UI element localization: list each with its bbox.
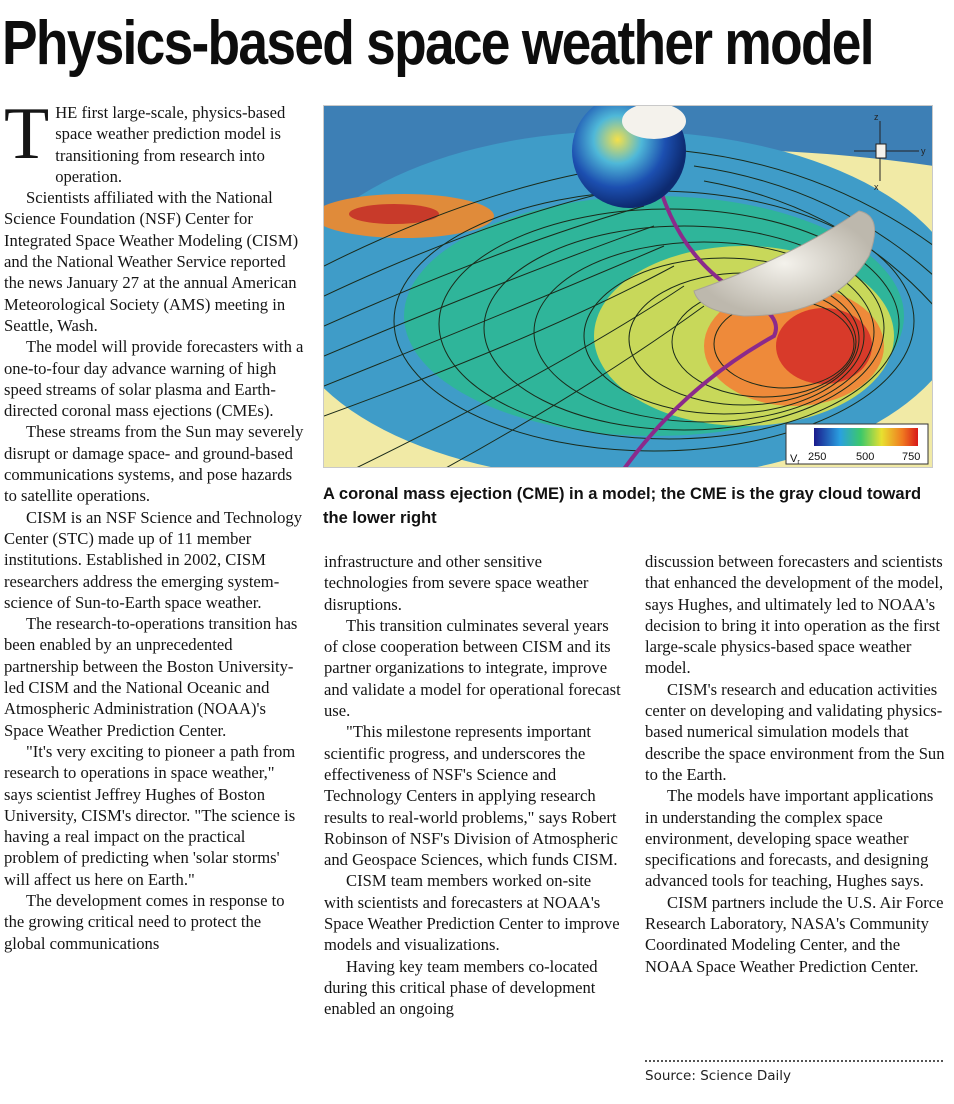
paragraph: The development comes in response to the growing critical need to protect the global communications [4, 890, 285, 953]
paragraph: infrastructure and other sensitive technologies from severe space weather disruptions. [324, 552, 589, 614]
source-credit: Source: Science Daily [645, 1068, 791, 1084]
cme-model-image [323, 105, 933, 468]
paragraph: This transition culminates several years of close cooperation between CISM and its partner organizations to integrate, improve and validate a model for operational forecast use. [324, 615, 621, 721]
colorbar-gradient [814, 428, 918, 446]
headline: Physics-based space weather model [2, 9, 873, 78]
colorbar-label: Vr [790, 453, 800, 466]
red-zone [776, 308, 872, 384]
paragraph: "It's very exciting to pioneer a path from research to operations in space weather," says scientist Jeffrey Hughes of Boston University, CISM's director. "The science is having a real impact on the practical problem of predicting when 'solar storms' will affect us here on Earth." [4, 741, 296, 889]
drop-cap: T [4, 93, 50, 175]
paragraph: CISM is an NSF Science and Technology Center (STC) made up of 11 member institutions. Established in 2002, CISM researchers address the emerging system-science of Sun-to-Earth space weather. [4, 507, 302, 612]
paragraph: "This milestone represents important scientific progress, and underscores the effectiveness of NSF's Science and Technology Centers in applying research results to real-world problems," says Robert Robinson of NSF's Division of Atmospheric and Geospace Sciences, which funds CISM. [324, 722, 618, 870]
lead-paragraph [4, 93, 304, 187]
figure-caption: A coronal mass ejection (CME) in a model; the CME is the gray cloud toward the lower right [323, 485, 922, 527]
paragraph: CISM team members worked on-site with scientists and forecasters at NOAA's Space Weather Prediction Center to improve models and visualizations. [324, 871, 620, 955]
paragraph: discussion between forecasters and scientists that enhanced the development of the model, says Hughes, and ultimately led to NOAA's decision to bring it into operation as the first large-scale physics-based space weather model. [645, 552, 944, 678]
paragraph: Scientists affiliated with the National Science Foundation (NSF) Center for Integrated Space Weather Modeling (CISM) and the National Weather Service reported the news January 27 at the annual American Meteorological Society (AMS) meeting in Seattle, Wash. [4, 188, 299, 335]
paragraph: These streams from the Sun may severely disrupt or damage space- and ground-based communications systems, and pose hazards to satellite operations. [4, 422, 304, 506]
colorbar-tick-500: 500 [856, 451, 875, 463]
paragraph: The research-to-operations transition has been enabled by an unprecedented partnership between the Boston University-led CISM and the National Oceanic and Atmospheric Administration (NOAA)'s Space Weather Prediction Center. [4, 614, 298, 740]
paragraph: Having key team members co-located during this critical phase of development enabled an ongoing [324, 956, 598, 1019]
colorbar-tick-750: 750 [902, 451, 921, 463]
article-column-3 [645, 551, 945, 977]
paragraph: CISM's research and education activities center on developing and validating physics-based numerical simulation models that describe the space environment from the Sun to the Earth. [645, 679, 945, 784]
paragraph: The model will provide forecasters with a one-to-four day advance warning of high speed streams of solar plasma and Earth-directed coronal mass ejections (CMEs). [4, 337, 304, 421]
lead-text: HE first large-scale, physics-based space weather prediction model is transitioning from research into operation. [55, 103, 286, 186]
paragraph: The models have important applications in understanding the complex space environment, developing space weather specifications and forecasts, and designing advanced tools for teaching, Hughes says. [645, 786, 934, 891]
article-column-2 [324, 551, 622, 1020]
axis-label-x: x [874, 182, 879, 192]
colorbar-tick-250: 250 [808, 451, 827, 463]
source-divider [645, 1060, 943, 1062]
axis-label-y: y [921, 146, 926, 156]
paragraph: CISM partners include the U.S. Air Force Research Laboratory, NASA's Community Coordinated Modeling Center, and the NOAA Space Weather Prediction Center. [645, 892, 944, 976]
article-column-1 [4, 93, 304, 954]
axis-label-z: z [874, 112, 879, 122]
